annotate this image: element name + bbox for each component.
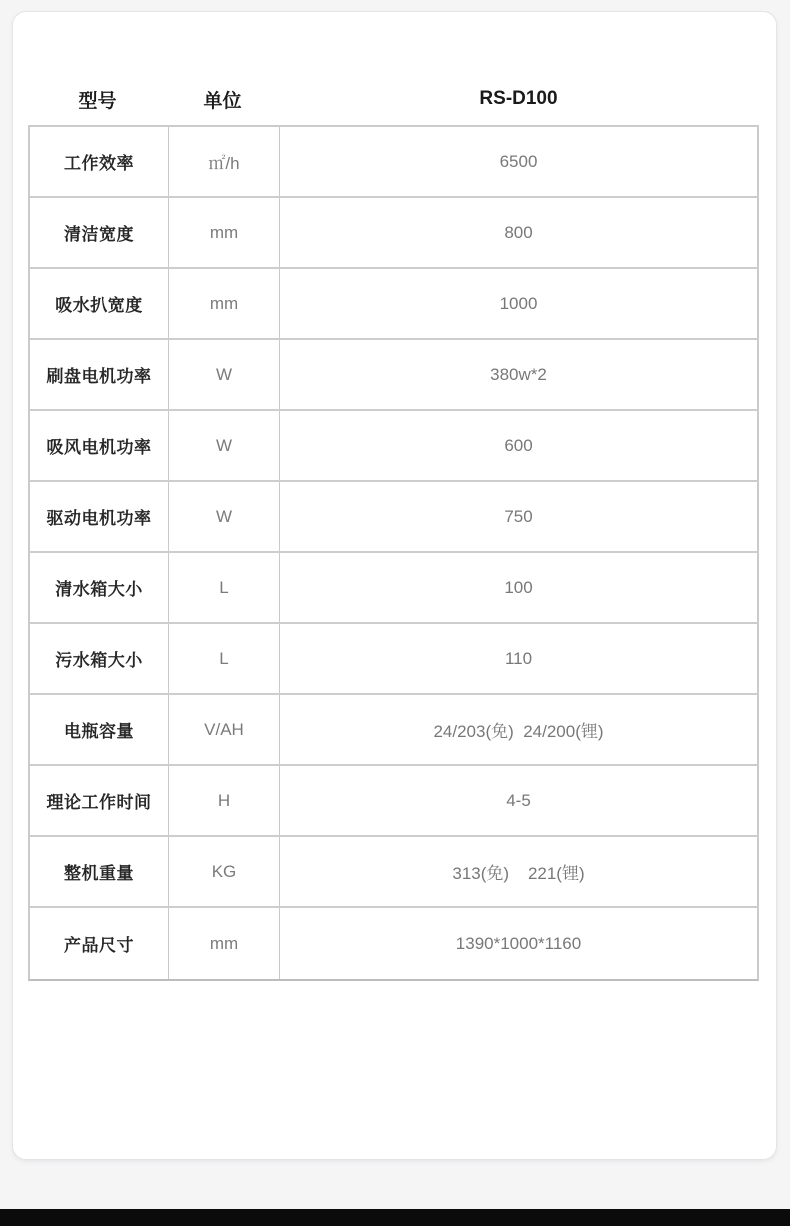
spec-value: 6500 bbox=[499, 151, 538, 171]
spec-value: 1390*1000*1160 bbox=[455, 933, 582, 953]
spec-value: 1000 bbox=[499, 293, 538, 313]
spec-label: 工作效率 bbox=[30, 127, 169, 196]
spec-value: 750 bbox=[504, 506, 533, 526]
spec-label: 吸风电机功率 bbox=[30, 411, 169, 480]
spec-value: 24/203(免) 24/200(锂) bbox=[433, 722, 604, 741]
spec-unit: ㎡/h bbox=[169, 127, 280, 196]
spec-unit: mm bbox=[169, 198, 280, 267]
table-row bbox=[30, 198, 757, 269]
spec-value: 313(免) 221(锂) bbox=[452, 864, 585, 883]
table-row bbox=[30, 837, 757, 908]
spec-value: 100 bbox=[504, 577, 533, 597]
bottom-black-bar bbox=[0, 1209, 790, 1226]
spec-table-header bbox=[28, 73, 759, 125]
spec-label: 清洁宽度 bbox=[30, 198, 169, 267]
spec-value: 600 bbox=[504, 435, 533, 455]
table-row bbox=[30, 695, 757, 766]
spec-card bbox=[12, 11, 777, 1160]
spec-label: 刷盘电机功率 bbox=[30, 340, 169, 409]
spec-label: 污水箱大小 bbox=[30, 624, 169, 693]
spec-unit: L bbox=[169, 624, 280, 693]
table-row bbox=[30, 411, 757, 482]
spec-value: 110 bbox=[504, 648, 533, 668]
table-row bbox=[30, 624, 757, 695]
spec-value: 380w*2 bbox=[490, 364, 547, 384]
table-row bbox=[30, 269, 757, 340]
spec-unit: L bbox=[169, 553, 280, 622]
table-row bbox=[30, 908, 757, 979]
spec-unit: W bbox=[169, 482, 280, 551]
table-row bbox=[30, 340, 757, 411]
table-row bbox=[30, 766, 757, 837]
spec-unit: mm bbox=[169, 908, 280, 979]
spec-unit: KG bbox=[169, 837, 280, 906]
table-row bbox=[30, 127, 757, 198]
spec-label: 理论工作时间 bbox=[30, 766, 169, 835]
spec-unit: H bbox=[169, 766, 280, 835]
spec-label: 驱动电机功率 bbox=[30, 482, 169, 551]
header-unit-label: 单位 bbox=[203, 90, 242, 112]
table-row bbox=[30, 553, 757, 624]
spec-label: 整机重量 bbox=[30, 837, 169, 906]
spec-table bbox=[28, 125, 759, 981]
header-product-model: RS-D100 bbox=[479, 88, 558, 109]
spec-label: 产品尺寸 bbox=[30, 908, 169, 979]
spec-unit: V/AH bbox=[169, 695, 280, 764]
spec-label: 吸水扒宽度 bbox=[30, 269, 169, 338]
spec-value: 800 bbox=[504, 222, 533, 242]
spec-unit: W bbox=[169, 340, 280, 409]
header-model-label: 型号 bbox=[78, 90, 117, 112]
spec-unit: W bbox=[169, 411, 280, 480]
spec-unit: mm bbox=[169, 269, 280, 338]
spec-label: 电瓶容量 bbox=[30, 695, 169, 764]
table-row bbox=[30, 482, 757, 553]
spec-value: 4-5 bbox=[506, 790, 531, 810]
spec-label: 清水箱大小 bbox=[30, 553, 169, 622]
